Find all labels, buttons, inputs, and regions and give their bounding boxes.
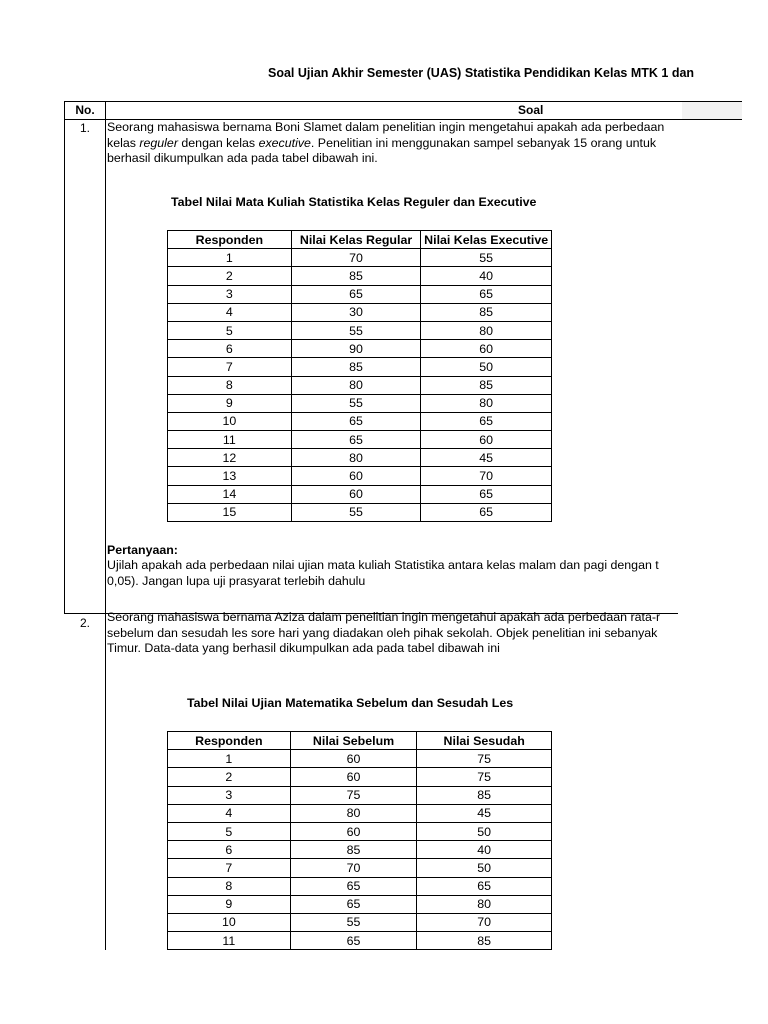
table-cell: 11	[168, 932, 291, 950]
question-1-prompt-line-1: Ujilah apakah ada perbedaan nilai ujian mata kuliah Statistika antara kelas malam dan pagi dengan t	[107, 558, 659, 572]
question-1-label: Pertanyaan:	[107, 543, 178, 557]
question-1-prompt	[107, 558, 677, 589]
table-cell: 9	[168, 394, 292, 412]
table-cell: 85	[417, 932, 552, 950]
header-soal	[105, 101, 742, 120]
table-2-col-responden: Responden	[168, 732, 291, 750]
table-cell: 70	[290, 859, 417, 877]
table-cell: 65	[421, 485, 552, 503]
table-cell: 60	[290, 768, 417, 786]
table-cell: 90	[291, 340, 421, 358]
table-cell: 55	[291, 503, 421, 521]
grid-left-line	[64, 120, 65, 613]
table-cell: 65	[290, 877, 417, 895]
table-cell: 75	[417, 768, 552, 786]
table-cell: 55	[290, 913, 417, 931]
table-cell: 75	[417, 750, 552, 768]
table-1-col-responden: Responden	[168, 231, 292, 249]
table-cell: 80	[421, 321, 552, 339]
table-row	[168, 394, 552, 412]
table-row	[168, 467, 552, 485]
table-row	[168, 285, 552, 303]
table-1-header-row	[168, 231, 552, 249]
table-cell: 85	[421, 376, 552, 394]
table-cell: 14	[168, 485, 292, 503]
table-row	[168, 859, 552, 877]
table-row	[168, 321, 552, 339]
table-row	[168, 449, 552, 467]
table-cell: 65	[421, 285, 552, 303]
table-1	[167, 230, 552, 522]
table-cell: 80	[291, 449, 421, 467]
table-2-header-row	[168, 732, 552, 750]
table-cell: 80	[421, 394, 552, 412]
table-cell: 2	[168, 768, 291, 786]
table-cell: 3	[168, 285, 292, 303]
question-2-line-3: Timur. Data-data yang berhasil dikumpulkan ada pada tabel dibawah ini	[107, 641, 500, 655]
question-2-number: 2.	[79, 616, 90, 630]
table-2-col-sesudah: Nilai Sesudah	[417, 732, 552, 750]
table-row	[168, 750, 552, 768]
question-2-text	[107, 610, 677, 657]
table-cell: 65	[421, 503, 552, 521]
table-cell: 55	[291, 321, 421, 339]
table-cell: 70	[417, 913, 552, 931]
table-cell: 10	[168, 913, 291, 931]
table-row	[168, 485, 552, 503]
table-row	[168, 804, 552, 822]
table-row	[168, 822, 552, 840]
table-cell: 60	[291, 467, 421, 485]
table-row	[168, 303, 552, 321]
question-1-number: 1.	[79, 121, 90, 135]
table-cell: 1	[168, 750, 291, 768]
table-cell: 11	[168, 431, 292, 449]
table-cell: 70	[291, 249, 421, 267]
table-row	[168, 913, 552, 931]
table-cell: 65	[290, 932, 417, 950]
table-cell: 13	[168, 467, 292, 485]
question-1-prompt-line-2: 0,05). Jangan lupa uji prasyarat terlebih dahulu	[107, 573, 366, 588]
table-cell: 1	[168, 249, 292, 267]
table-cell: 12	[168, 449, 292, 467]
table-cell: 2	[168, 267, 292, 285]
table-cell: 8	[168, 877, 291, 895]
table-cell: 65	[417, 877, 552, 895]
question-1-line-2: kelas reguler dengan kelas executive. Penelitian ini menggunakan sampel sebanyak 15 orang untuk	[107, 135, 657, 150]
table-row	[168, 932, 552, 950]
table-cell: 15	[168, 503, 292, 521]
question-1-line-1: Seorang mahasiswa bernama Boni Slamet dalam penelitian ingin mengetahui apakah ada perbedaan	[107, 120, 665, 134]
table-cell: 65	[290, 895, 417, 913]
table-row	[168, 786, 552, 804]
table-header	[64, 101, 742, 120]
table-cell: 40	[417, 841, 552, 859]
header-soal-label: Soal	[518, 103, 544, 117]
table-cell: 5	[168, 822, 291, 840]
question-1-text	[107, 120, 677, 167]
table-row	[168, 841, 552, 859]
table-cell: 60	[290, 822, 417, 840]
table-cell: 80	[290, 804, 417, 822]
grid-divider-line	[105, 120, 106, 950]
table-cell: 70	[421, 467, 552, 485]
table-cell: 55	[291, 394, 421, 412]
table-cell: 40	[421, 267, 552, 285]
table-row	[168, 431, 552, 449]
table-row	[168, 376, 552, 394]
table-cell: 85	[421, 303, 552, 321]
table-cell: 65	[421, 412, 552, 430]
table-row	[168, 768, 552, 786]
table-1-title: Tabel Nilai Mata Kuliah Statistika Kelas Reguler dan Executive	[171, 195, 537, 209]
header-no: No.	[64, 101, 106, 120]
table-cell: 60	[290, 750, 417, 768]
table-row	[168, 895, 552, 913]
table-row	[168, 358, 552, 376]
table-row	[168, 412, 552, 430]
table-cell: 85	[291, 358, 421, 376]
table-2-title: Tabel Nilai Ujian Matematika Sebelum dan Sesudah Les	[187, 696, 514, 710]
question-2-line-1: Seorang mahasiswa bernama Aziza dalam penelitian ingin mengetahui apakah ada perbedaan rata-r	[107, 610, 661, 624]
table-cell: 50	[417, 822, 552, 840]
table-cell: 9	[168, 895, 291, 913]
table-cell: 65	[291, 431, 421, 449]
table-cell: 5	[168, 321, 292, 339]
table-cell: 60	[291, 485, 421, 503]
table-cell: 60	[421, 431, 552, 449]
table-cell: 55	[421, 249, 552, 267]
table-cell: 7	[168, 859, 291, 877]
table-cell: 85	[291, 267, 421, 285]
table-2	[167, 731, 552, 950]
table-cell: 65	[291, 285, 421, 303]
table-cell: 30	[291, 303, 421, 321]
table-row	[168, 877, 552, 895]
table-1-col-executive: Nilai Kelas Executive	[421, 231, 552, 249]
table-row	[168, 340, 552, 358]
table-cell: 85	[417, 786, 552, 804]
question-1-line-3: berhasil dikumpulkan ada pada tabel dibawah ini.	[107, 151, 378, 165]
table-cell: 65	[291, 412, 421, 430]
table-cell: 80	[291, 376, 421, 394]
table-cell: 7	[168, 358, 292, 376]
table-2-col-sebelum: Nilai Sebelum	[290, 732, 417, 750]
table-cell: 60	[421, 340, 552, 358]
table-row	[168, 267, 552, 285]
table-cell: 6	[168, 841, 291, 859]
question-2-line-2: sebelum dan sesudah les sore hari yang diadakan oleh pihak sekolah. Objek penelitian ini sebanyak	[107, 625, 658, 640]
page-title: Soal Ujian Akhir Semester (UAS) Statistika Pendidikan Kelas MTK 1 dan	[268, 66, 695, 80]
table-1-col-regular: Nilai Kelas Regular	[291, 231, 421, 249]
table-cell: 85	[290, 841, 417, 859]
table-cell: 50	[417, 859, 552, 877]
table-cell: 10	[168, 412, 292, 430]
table-cell: 45	[417, 804, 552, 822]
table-cell: 80	[417, 895, 552, 913]
table-cell: 4	[168, 804, 291, 822]
table-cell: 4	[168, 303, 292, 321]
table-cell: 50	[421, 358, 552, 376]
table-cell: 8	[168, 376, 292, 394]
table-cell: 6	[168, 340, 292, 358]
table-row	[168, 249, 552, 267]
table-cell: 75	[290, 786, 417, 804]
table-row	[168, 503, 552, 521]
table-cell: 3	[168, 786, 291, 804]
table-cell: 45	[421, 449, 552, 467]
